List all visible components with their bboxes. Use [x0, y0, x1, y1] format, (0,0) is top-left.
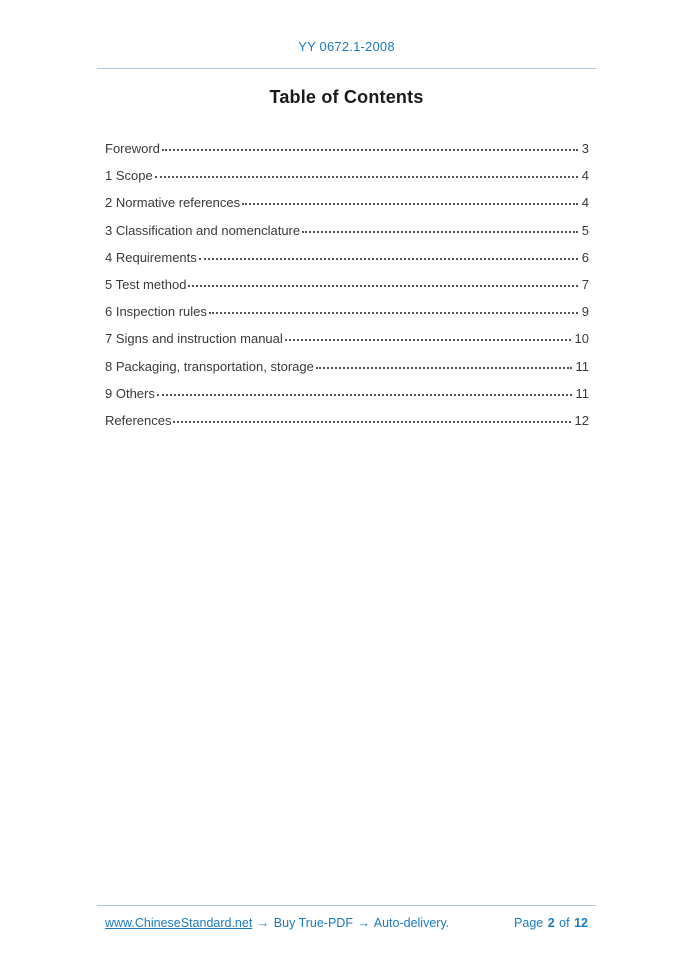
- toc-entry-label: References: [105, 412, 172, 428]
- footer-website-link[interactable]: www.ChineseStandard.net: [105, 916, 253, 930]
- toc-entry: [105, 168, 589, 195]
- footer-delivery-text: Auto-delivery.: [373, 916, 450, 930]
- toc-entry-page: 4: [581, 195, 589, 211]
- dot-leader: [302, 231, 578, 233]
- toc-entry-page: 3: [581, 141, 589, 156]
- dot-leader: [188, 285, 577, 287]
- toc-entry: [105, 223, 589, 250]
- dot-leader: [162, 149, 578, 151]
- header-doc-number: YY 0672.1-2008: [298, 39, 395, 54]
- arrow-right-icon: →: [256, 916, 270, 930]
- dot-leader: [157, 394, 572, 396]
- footer-page-indicator: [514, 916, 589, 930]
- toc-entry-label: 6 Inspection rules: [105, 304, 207, 320]
- toc-entry-page: 4: [581, 168, 589, 184]
- toc-entry-page: 11: [575, 358, 589, 374]
- toc-entry: [105, 331, 589, 358]
- footer-buy-text: Buy True-PDF: [273, 916, 353, 930]
- toc-entry-page: 10: [574, 331, 589, 347]
- toc-entry-label: 1 Scope: [105, 168, 153, 184]
- toc-entry: [105, 250, 589, 277]
- toc-entry-label: 7 Signs and instruction manual: [105, 331, 283, 347]
- dot-leader: [155, 176, 578, 178]
- toc-entry: [105, 304, 589, 331]
- header-divider: [97, 68, 596, 69]
- footer-left: [105, 916, 449, 930]
- toc-entry-label: 2 Normative references: [105, 195, 241, 211]
- toc-entry: [105, 359, 589, 386]
- toc-entry-page: 9: [581, 304, 589, 320]
- toc-entry: [105, 195, 589, 222]
- toc-entry: [105, 413, 589, 440]
- page-title: Table of Contents: [269, 87, 424, 107]
- toc-entry: [105, 277, 589, 304]
- toc-list: [105, 141, 589, 440]
- footer-divider: [97, 905, 596, 906]
- dot-leader: [173, 421, 570, 423]
- dot-leader: [209, 312, 578, 314]
- toc-entry-label: 9 Others: [105, 385, 155, 401]
- toc-entry-page: 12: [574, 412, 589, 428]
- toc-entry-label: Foreword: [105, 141, 160, 156]
- page-label: Page: [514, 916, 544, 930]
- arrow-right-icon: →: [357, 916, 370, 930]
- toc-entry-page: 6: [581, 249, 589, 265]
- toc-entry-label: 4 Requirements: [105, 249, 197, 265]
- dot-leader: [242, 203, 578, 205]
- toc-entry: [105, 386, 589, 413]
- toc-entry-label: 8 Packaging, transportation, storage: [105, 358, 314, 374]
- toc-entry: [105, 141, 589, 168]
- footer-bar: [105, 916, 589, 930]
- dot-leader: [285, 339, 571, 341]
- dot-leader: [316, 367, 572, 369]
- toc-entry-page: 11: [575, 385, 589, 401]
- dot-leader: [199, 258, 578, 260]
- toc-entry-page: 5: [581, 222, 589, 238]
- of-label: of: [559, 916, 570, 930]
- page-total: 12: [574, 916, 588, 930]
- toc-entry-label: 5 Test method: [105, 276, 187, 292]
- page-current: 2: [547, 916, 555, 930]
- toc-entry-page: 7: [581, 276, 589, 292]
- toc-entry-label: 3 Classification and nomenclature: [105, 222, 301, 238]
